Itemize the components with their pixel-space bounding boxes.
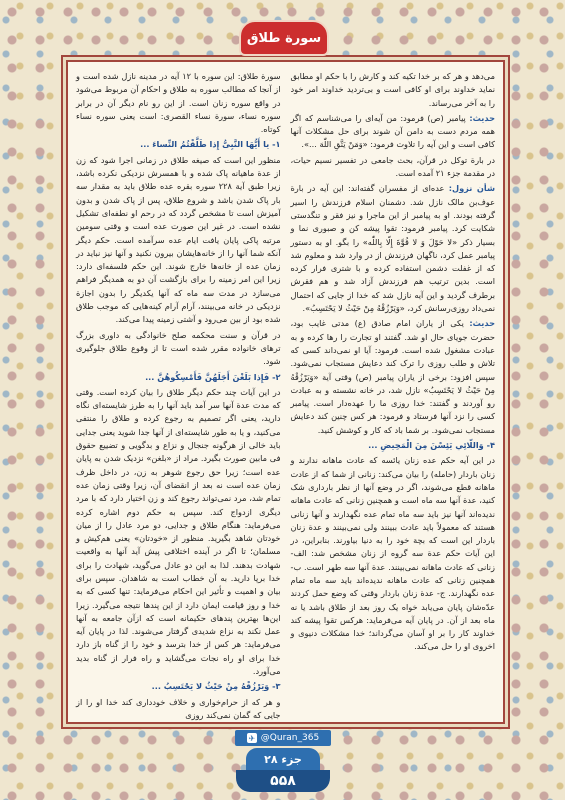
verse-heading: ۴- وَاللّائِي یَئِسْنَ مِنَ الْمَحِیضِ ... xyxy=(368,440,495,451)
paragraph xyxy=(76,154,281,327)
paragraph-lead: شأن نزول: xyxy=(448,183,495,194)
right-column xyxy=(76,70,281,720)
paragraph-text: منظور این است که صیغه طلاق در زمانی اجرا شود که زن از عدة ماهیانه پاک شده و با همسرش نزدیکی نکرده باشد، زیرا طبق آیة ۲۲۸ سوره بقره عده طلاق باید به مقدار سه بار پاک شدن باشد و شروع طلاق، پس از پاک شدن و بدون آمیزش است تا مشخص گردد که در رحم او نطفه‌ای تشکیل نشده است. در غیر این صورت عده است و وقتی سومین مرتبه پاکی پایان یافت ایام عده سرآمده است. حکم دیگر آنکه شما آنها را از خانه‌هایشان بیرون نکنید و آنها نیز نباید در زمان عده از خانه‌ها خارج شوند. این حکم فلسفه‌ای دارد: زیرا این امر زمینه را برای بازگشت آن دو به همدیگر فراهم می‌سازد در مدت سه ماه که آنها یکدیگر را بدون اجازة نزدیکی در خانه می‌بینند، آرام آرام کینه‌هایی که موجب طلاق شده بود از بین می‌رود و آشتی زمینه پیدا می‌کند. xyxy=(76,154,281,325)
paragraph-text: سورة طلاق: این سوره با ۱۲ آیه در مدینه نازل شده است و از آنجا که مطالب سوره به طلاق و احکام آن مربوط می‌شود در واقع سوره زنان است. از این رو نام دیگر آن در برابر سوره نساء، سورة نساء القصری: است یعنی سوره نساء کوتاه. xyxy=(76,71,281,135)
paragraph xyxy=(76,329,281,369)
left-column xyxy=(291,70,496,714)
paragraph xyxy=(76,696,281,723)
verse-heading: ۱- یا أَیُّهَا النَّبِیُّ إِذا طَلَّقْتُمُ النِّساءَ ... xyxy=(140,139,281,150)
paragraph xyxy=(291,70,496,110)
paragraph-text: در این آیات چند حکم دیگر طلاق را بیان کرده است. وقتی که مدت عدة آنها سر آمد باید آنها را به طرز شایسته‌ای نگاه دارید، یعنی اگر تصمیم به رجوع کرده و طلاق را منتفی می‌کنید، و یا به طور شایسته‌ای از آنها جدا شوید یعنی جدایی باید خالی از هرگونه جنجال و نزاع و بدگویی و تضییع حقوق فی مابین صورت بگیرد. مراد از «بلغن» نزدیک شدن به پایان عده است؛ زیرا حق رجوع شوهر به زن، در داخل ظرف زمان عده است نه بعد از انقضای آن، زیرا وقتی زمان عده تمام شد، مرد نمی‌تواند رجوع کند و زن اختیار دارد که با مرد دیگری ازدواج کند. سپس به حکم دوم اشاره کرده می‌فرماید: هنگام طلاق و جدایی، دو مرد عادل را از میان خودتان شاهد بگیرید. منظور از «خودتان» یعنی هم‌کیش و مسلمان؛ تا اگر در آینده اختلافی پیش آید آنها به واقعیت شهادت بدهند. لذا به این دو عادل می‌گوید، شهادت را برای خدا برپا دارید. به آن خطاب است به شاهدان. سپس برای بیان و اهمیت و تأثیر این احکام می‌فرماید: تنها کسی که به خدا و روز قیامت ایمان دارد از این پندها نتیجه می‌گیرد. زیرا این‌ها بهترین پندهای حکیمانه است که ازآن جامعه به آنها عمل نکند به نزاع شدیدی گرفتار می‌شوند. لذا در پایان آیه می‌فرماید: هر کس از خدا بترسد و خود را از گناه باز دارد خدا برای او راه نجات می‌گشاید و راه فرار از گناه بدید می‌آورد. xyxy=(76,386,281,677)
paragraph xyxy=(291,112,496,152)
paragraph-text: یکی از یاران امام صادق (ع) مدتی غایب بود، حضرت جویای حال او شد. گفتند او تجارت را رها کرده و به عبادت مشغول شده است. فرمود: آیا او نمی‌داند کسی که تلاش و طلب روزی را ترک کند دعایش مستجاب نمی‌شود. سپس افزود: برخی از یاران پیامبر (ص) وقتی آیة «وَیَرْزُقْهُ مِنْ حَیْثُ لا یَحْتَسِبُ» نازل شد، در خانه نشسته و به عبادت رو آوردند و گفتند: خدا روزی ما را عهده‌دار است. پیامبر کسی را نزد آنها فرستاد و فرمود: هر کس چنین کند دعایش مستجاب نمی‌شود. بر شما باد که کار و کوشش کنید. xyxy=(290,318,495,435)
paragraph xyxy=(291,317,496,437)
paragraph-text: در بارة توکل در قرآن، بحث جامعی در تفسیر نسیم حیات، در مقدمة جزء ۲۱ آمده است. xyxy=(290,154,495,179)
paragraph-text: و هر که از حرام‌خواری و خلاف خودداری کند خدا او را از جایی که گمان نمی‌کند روزی xyxy=(76,696,281,720)
paragraph-text: در این آیه حکم عده زنان یائسه که عادت ماهانه ندارند و زنان باردار (حامله) را بیان می‌کند: زنانی از شما که از عادت ماهانه قطع می‌شوند، اگر در وضع آنها از نظر بارداری شک کنید، عدة آنها سه ماه است و همچنین زنانی که عادت ماهانه ندیده‌اند آنها نیز باید سه ماه تمام عده نگهدارند و آنها زنانی هستند که معمولاً باید عادت ببینند ولی نمی‌بینند و عدة زنان باردار این است که بچة خود را به دنیا بیاورند. بنابراین، در این آیات حکم عدة سه گروه از زنان مشخص شد: الف- زنانی که عادت ماهانه نمی‌بینند. عدة آنها سه طهر است. ب- همچنین زنانی که عادت ماهانه ندیده‌اند باید سه ماه تمام عده نگهدارند. ج- عدة زنان باردار وقتی که وضع حمل کردند عدّه‌شان پایان می‌یابد خواه یک روز بعد از طلاق باشد یا نه ماه بعد از آن. در پایان آیه می‌فرماید: هرکس تقوا پیشه کند خداوند کار را بر او آسان می‌گرداند؛ خدا مشکلات دنیوی و اخروی او را حل می‌کند. xyxy=(290,455,495,652)
text-columns xyxy=(76,70,495,720)
paragraph-lead: حدیث: xyxy=(469,318,495,329)
paragraph xyxy=(291,154,496,181)
paragraph-text: می‌دهد و هر که بر خدا تکیه کند و کارش را با حکم او مطابق نماید خداوند برای او کافی است و بی‌تردید خداوند امر خود را به آخر می‌رساند. xyxy=(290,71,495,108)
juz-label: جزء ۲۸ xyxy=(246,748,320,770)
surah-title-badge: سورة طلاق xyxy=(239,20,329,56)
paragraph-text: عده‌ای از مفسران گفته‌اند: این آیه در بارة عوف‌بن مالک نازل شد. دشمنان اسلام فرزندش را اسیر گرفته بودند. او به پیامبر از این ماجرا و نیز فقر و تنگدستی شکایت کرد. پیامبر فرمود: تقوا پیشه کن و صبوری نما و بسیار ذکر «لا حَوْلَ وَ لا قُوَّةَ إِلّا بِاللّٰه» را بگو. او به دستور پیامبر عمل کرد، ناگهان فرزندش از در وارد شد و معلوم شد که از غفلت دشمن استفاده کرده و با شتری فرار کرده است. بدین ترتیب هم فرزندش آزاد شد و هم فقرش برطرف گردید و این آیه نازل شد که خدا از جایی که احتمال نمی‌داد روزی‌رسانش کرد، «وَیَرْزُقْهُ مِنْ حَیْثُ لا یَحْتَسِبُ». xyxy=(290,183,495,314)
paragraph-lead: حدیث: xyxy=(469,112,495,123)
telegram-icon: ✈ xyxy=(248,733,256,743)
paragraph-text: پیامبر (ص) فرمود: من آیه‌ای را می‌شناسم که اگر همه مردم دست به دامن آن شوند برای حل مشکلات آنها کافی است و این آیه را تلاوت فرمود: «وَمَنْ یَتَّقِ اللّٰهَ ...». xyxy=(290,112,495,150)
social-handle-text: @Quran_365 xyxy=(260,733,320,743)
paragraph-text: در قرآن و سنت محکمه صلح خانوادگی به داوری بزرگ ترهای خانواده مقرر شده است تا از وقوع طلاق جلوگیری شود. xyxy=(76,329,281,367)
paragraph xyxy=(76,386,281,679)
paragraph xyxy=(291,454,496,653)
page-content xyxy=(66,60,505,724)
social-handle[interactable] xyxy=(235,730,331,746)
verse-heading: ۳- وَیَرْزُقْهُ مِنْ حَیْثُ لا یَحْتَسِبُ ... xyxy=(151,681,281,692)
paragraph xyxy=(291,182,496,315)
paragraph xyxy=(76,70,281,136)
page-number: ۵۵۸ xyxy=(236,770,330,792)
verse-heading: ۲- فَإِذا بَلَغْنَ أَجَلَهُنَّ فَأَمْسِکُوهُنَّ ... xyxy=(145,371,281,382)
